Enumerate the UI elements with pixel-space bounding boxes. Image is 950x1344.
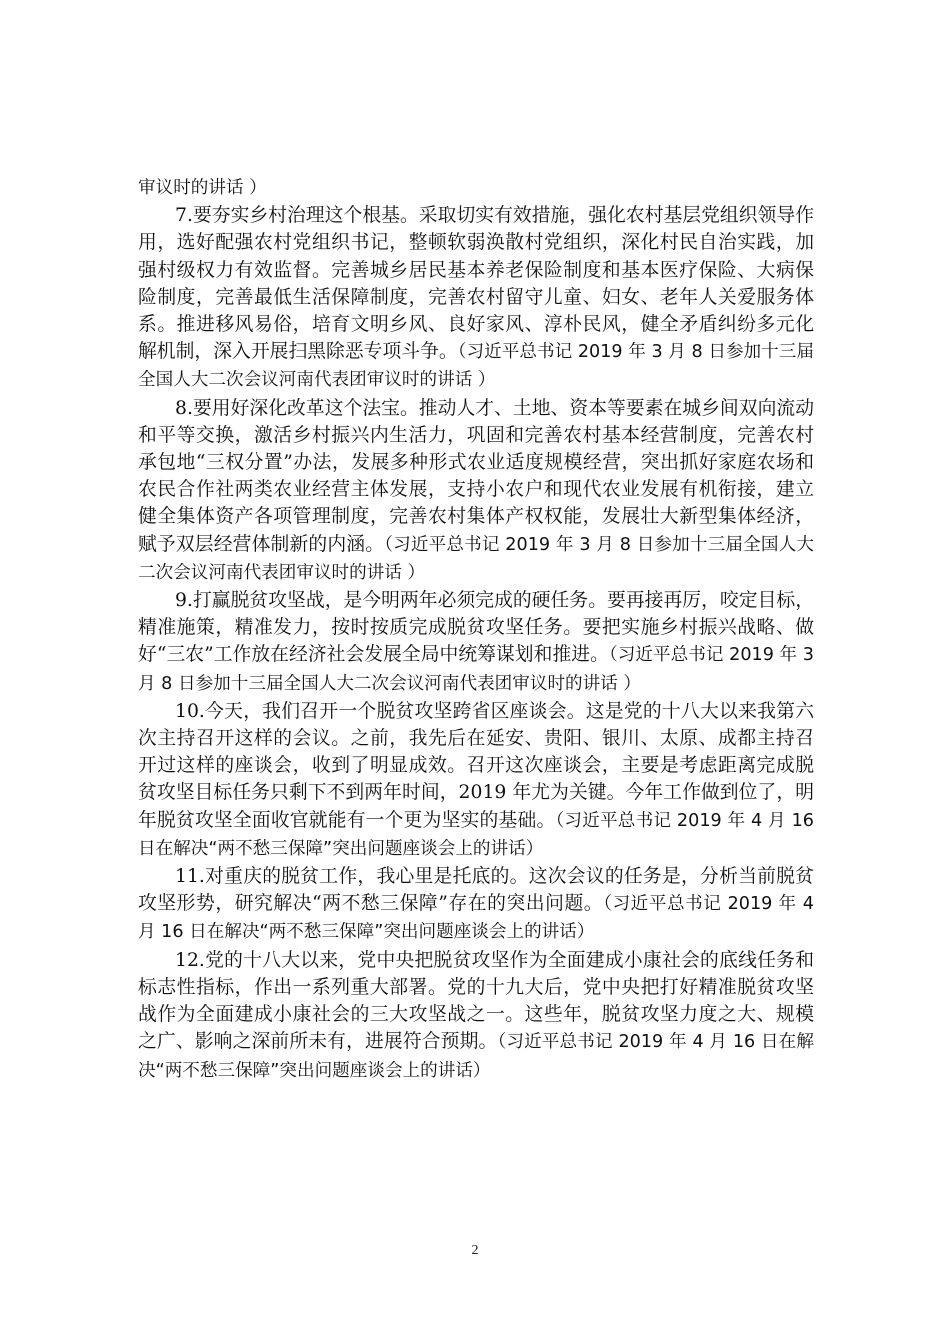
paragraph-continuation bbox=[138, 174, 814, 202]
citation: 审议时的讲话 ） bbox=[138, 178, 267, 198]
paragraph-9: 9.打赢脱贫攻坚战，是今明两年必须完成的硬任务。要再接再厉，咬定目标，精准施策，精准发力，按时按质完成脱贫攻坚任务。要把实施乡村振兴战略、做好“三农”工作放在经济社会发展全局中统筹谋划和推进。（习近平总书记 2019 年 3 月 8 日参加十三届全国人大二次会议河南代表团审议时的讲话 ） bbox=[138, 590, 815, 694]
citation: （习近平总书记 2019 年 3 月 8 日参加十三届全国人大二次会议河南代表团审议时的讲话 ） bbox=[138, 342, 815, 391]
paragraph-12: 12.党的十八大以来，党中央把脱贫攻坚作为全面建成小康社会的底线任务和标志性指标，作出一系列重大部署。党的十九大后，党中央把打好精准脱贫攻坚战作为全面建成小康社会的三大攻坚战之一。这些年，脱贫攻坚力度之大、规模之广、影响之深前所未有，进展符合预期。（习近平总书记 2019 年 4 月 16 日在解决“两不愁三保障”突出问题座谈会上的讲话） bbox=[138, 949, 814, 1081]
page-number: 2 bbox=[471, 1243, 479, 1258]
paragraph-11: 11.对重庆的脱贫工作，我心里是托底的。这次会议的任务是，分析当前脱贫攻坚形势，研究解决“两不愁三保障”存在的突出问题。（习近平总书记 2019 年 4 月 16 日在解决“两不愁三保障”突出问题座谈会上的讲话） bbox=[138, 866, 815, 943]
citation: （习近平总书记 2019 年 4 月 16 日在解决“两不愁三保障”突出问题座谈会上的讲话） bbox=[138, 1032, 814, 1081]
paragraph-10: 10.今天，我们召开一个脱贫攻坚跨省区座谈会。这是党的十八大以来我第六次主持召开这样的会议。之前，我先后在延安、贵阳、银川、太原、成都主持召开过这样的座谈会，收到了明显成效。召开这次座谈会，主要是考虑距离完成脱贫攻坚目标任务只剩下不到两年时间，2019 年尤为关键。今年工作做到位了，明年脱贫攻坚全面收官就能有一个更为坚实的基础。（习近平总书记 2019 年 4 月 16 日在解决“两不愁三保障”突出问题座谈会上的讲话） bbox=[138, 700, 814, 859]
citation: （习近平总书记 2019 年 3 月 8 日参加十三届全国人大二次会议河南代表团审议时的讲话 ） bbox=[138, 645, 815, 694]
citation: （习近平总书记 2019 年 4 月 16 日在解决“两不愁三保障”突出问题座谈会上的讲话） bbox=[138, 810, 814, 859]
document-body bbox=[138, 174, 814, 1085]
citation: （习近平总书记 2019 年 3 月 8 日参加十三届全国人大二次会议河南代表团审议时的讲话 ） bbox=[138, 534, 815, 583]
paragraph-8: 8.要用好深化改革这个法宝。推动人才、土地、资本等要素在城乡间双向流动和平等交换，激活乡村振兴内生活力，巩固和完善农村基本经营制度，完善农村承包地“三权分置”办法，发展多种形式农业适度规模经营，突出抓好家庭农场和农民合作社两类农业经营主体发展，支持小农户和现代农业发展有机衔接，建立健全集体资产各项管理制度，完善农村集体产权权能，发展壮大新型集体经济，赋予双层经营体制新的内涵。（习近平总书记 2019 年 3 月 8 日参加十三届全国人大二次会议河南代表团审议时的讲话 ） bbox=[138, 397, 815, 583]
paragraph-7: 7.要夯实乡村治理这个根基。采取切实有效措施，强化农村基层党组织领导作用，选好配强农村党组织书记，整顿软弱涣散村党组织，深化村民自治实践，加强村级权力有效监督。完善城乡居民基本养老保险制度和基本医疗保险、大病保险制度，完善最低生活保障制度，完善农村留守儿童、妇女、老年人关爱服务体系。推进移风易俗，培育文明乡风、良好家风、淳朴民风，健全矛盾纠纷多元化解机制，深入开展扫黑除恶专项斗争。（习近平总书记 2019 年 3 月 8 日参加十三届全国人大二次会议河南代表团审议时的讲话 ） bbox=[138, 205, 815, 391]
citation: （习近平总书记 2019 年 4 月 16 日在解决“两不愁三保障”突出问题座谈会上的讲话） bbox=[138, 894, 815, 943]
